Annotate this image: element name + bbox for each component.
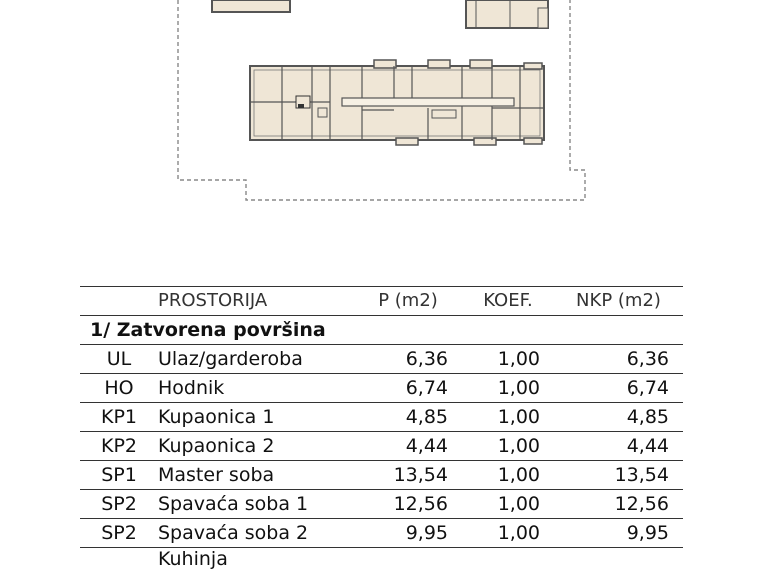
table-row: [80, 490, 683, 519]
section-row: [80, 316, 683, 345]
room-name: Spavaća soba 1: [158, 490, 354, 519]
room-coefficient: 1,00: [462, 461, 554, 490]
room-coefficient: 1,00: [462, 432, 554, 461]
section-title: 1/ Zatvorena površina: [80, 316, 683, 345]
room-area: 12,56: [354, 490, 462, 519]
room-code: SP2: [80, 490, 158, 519]
table-row: [80, 519, 683, 548]
room-area: 6,36: [354, 345, 462, 374]
room-name: Ulaz/garderoba: [158, 345, 354, 374]
table-row: [80, 345, 683, 374]
room-name: Spavaća soba 2: [158, 519, 354, 548]
room-code: KP2: [80, 432, 158, 461]
building-top-right: [466, 0, 548, 28]
room-code: KP1: [80, 403, 158, 432]
header-code: [80, 287, 158, 316]
room-coefficient: 1,00: [462, 345, 554, 374]
table-row-partial: [80, 548, 683, 576]
header-coefficient: KOEF.: [462, 287, 554, 316]
table-header-row: [80, 287, 683, 316]
room-net-area: 12,56: [554, 490, 683, 519]
room-name: Master soba: [158, 461, 354, 490]
room-area: 13,54: [354, 461, 462, 490]
room-net-area: 4,85: [554, 403, 683, 432]
room-coefficient: 1,00: [462, 519, 554, 548]
building-main: [250, 60, 544, 145]
table-row: [80, 461, 683, 490]
room-coefficient: 1,00: [462, 374, 554, 403]
room-area: 4,85: [354, 403, 462, 432]
room-code: SP2: [80, 519, 158, 548]
site-plan-drawing: [0, 0, 758, 260]
room-code: HO: [80, 374, 158, 403]
room-net-area: 9,95: [554, 519, 683, 548]
room-area-table: [80, 286, 683, 576]
building-top-left: [212, 0, 290, 12]
room-net-area: 13,54: [554, 461, 683, 490]
room-net-area: 6,36: [554, 345, 683, 374]
room-area: 4,44: [354, 432, 462, 461]
room-name: Kupaonica 1: [158, 403, 354, 432]
header-net-area: NKP (m2): [554, 287, 683, 316]
room-code: SP1: [80, 461, 158, 490]
room-name: Kupaonica 2: [158, 432, 354, 461]
room-area: 6,74: [354, 374, 462, 403]
room-code: UL: [80, 345, 158, 374]
table-row: [80, 374, 683, 403]
header-room: PROSTORIJA: [158, 287, 354, 316]
room-net-area: 4,44: [554, 432, 683, 461]
table-row: [80, 432, 683, 461]
room-coefficient: 1,00: [462, 403, 554, 432]
room-net-area: 6,74: [554, 374, 683, 403]
room-name: Hodnik: [158, 374, 354, 403]
room-name: Kuhinja: [158, 548, 354, 576]
header-area: P (m2): [354, 287, 462, 316]
table-row: [80, 403, 683, 432]
room-coefficient: 1,00: [462, 490, 554, 519]
room-area: 9,95: [354, 519, 462, 548]
